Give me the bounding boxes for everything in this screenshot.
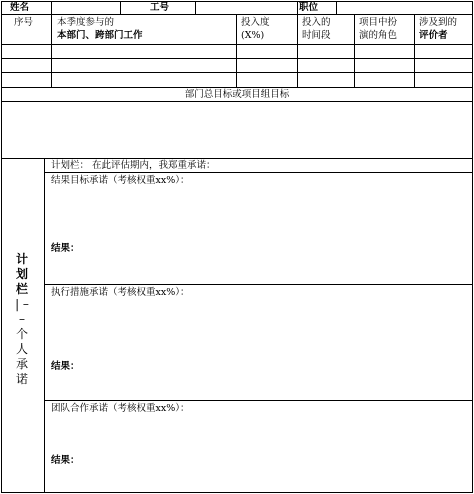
- col-period-line1: 投入的: [302, 17, 331, 28]
- rule-row-2: [1, 72, 473, 73]
- rule-right: [472, 1, 473, 493]
- col-role-line1: 项目中扮: [359, 17, 398, 28]
- result-commit-label: 结果目标承诺（考核权重xx%）：: [51, 175, 190, 186]
- col-eval-line2: 评价者: [419, 30, 448, 41]
- team-commit-label: 团队合作承诺（考核权重xx%）：: [51, 403, 190, 414]
- col-input-line2: (X%): [241, 30, 265, 41]
- rule-row-1: [1, 58, 473, 59]
- result-label-1: 结果：: [51, 243, 80, 254]
- col-input-line1: 投入度: [241, 17, 270, 28]
- col-work-line2: 本部门、跨部门工作: [57, 30, 143, 41]
- position-label: 职位: [299, 2, 319, 13]
- rule-header-bottom: [1, 14, 473, 15]
- rule-plan-side: [44, 158, 45, 492]
- result-label-2: 结果：: [51, 361, 80, 372]
- rule-team-section: [44, 400, 473, 401]
- rule-header-position-value: [336, 1, 337, 14]
- rule-plan-intro: [44, 172, 473, 173]
- rule-top: [1, 1, 473, 2]
- col-seq: 序号: [14, 17, 34, 28]
- col-role-line2: 演的角色: [359, 30, 398, 41]
- rule-columns-bottom: [1, 44, 473, 45]
- rule-goal-area-bottom: [1, 158, 473, 159]
- result-label-3: 结果：: [51, 455, 80, 466]
- rule-row-3: [1, 87, 473, 88]
- plan-side-label-rest: | – – 个 人 承 诺: [15, 297, 29, 386]
- exec-commit-label: 执行措施承诺（考核权重xx%）：: [51, 287, 190, 298]
- rule-left: [1, 1, 2, 493]
- col-work-line1: 本季度参与的: [57, 17, 115, 28]
- rule-header-name-value: [120, 1, 121, 14]
- plan-side-label: [11, 252, 33, 387]
- rule-col-period: [297, 1, 298, 87]
- rule-col-role: [354, 14, 355, 87]
- rule-exec-section: [44, 284, 473, 285]
- plan-side-label-bold: 计 划 栏: [15, 252, 28, 296]
- col-eval-line1: 涉及到的: [419, 17, 458, 28]
- name-label: 姓名: [10, 2, 30, 13]
- rule-col-eval: [414, 14, 415, 87]
- plan-intro: 计划栏： 在此评估期内，我郑重承诺：: [51, 160, 216, 171]
- rule-col-seq: [51, 1, 52, 87]
- rule-bottom: [1, 492, 473, 493]
- goal-title: 部门总目标或项目组目标: [184, 89, 290, 100]
- col-period-line2: 时间段: [302, 30, 331, 41]
- rule-goal-title-bottom: [1, 101, 473, 102]
- rule-col-input: [236, 14, 237, 87]
- id-label: 工号: [150, 2, 170, 13]
- rule-header-id-value: [195, 1, 196, 14]
